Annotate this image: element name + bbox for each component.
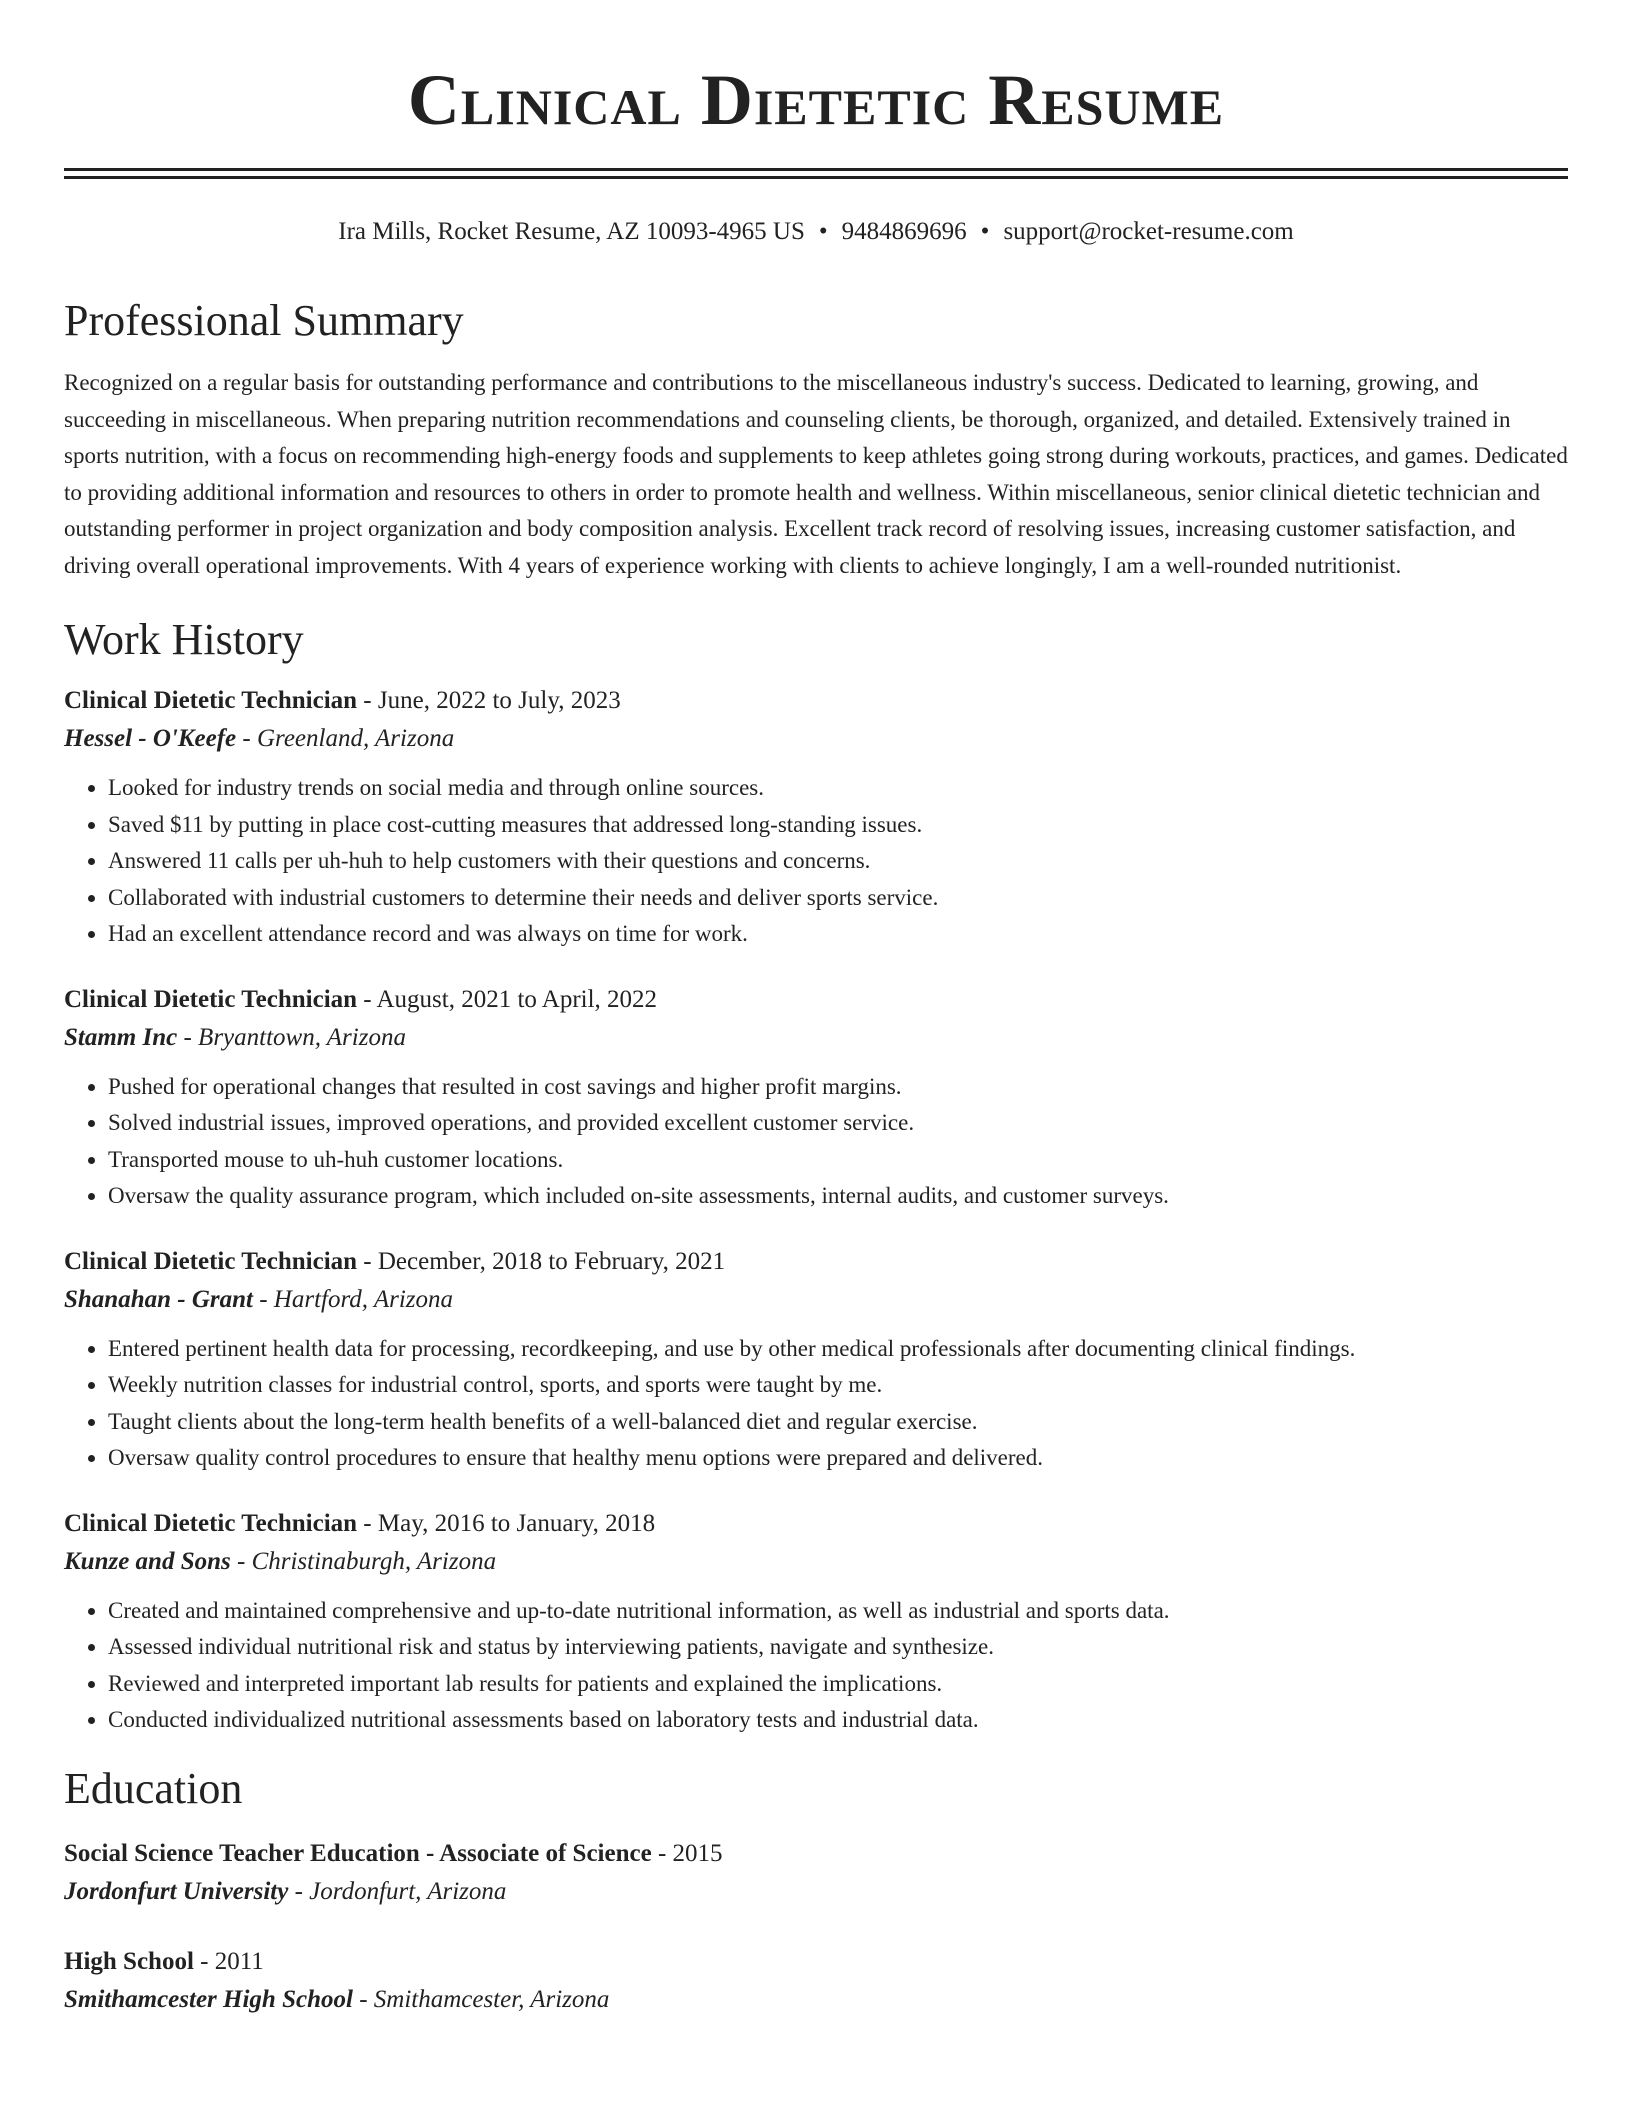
- list-item: • Collaborated with industrial customers to determine their needs and deliver sports service.: [108, 880, 1568, 917]
- education-entry: [64, 1835, 1568, 1911]
- list-item: • Solved industrial issues, improved operations, and provided excellent customer service.: [108, 1105, 1568, 1142]
- education-degree-line: [64, 1943, 1568, 1981]
- education-heading: Education: [64, 1763, 243, 1813]
- job-entry: [64, 981, 1568, 1215]
- list-item: • Oversaw quality control procedures to ensure that healthy menu options were prepared and delivered.: [108, 1440, 1568, 1477]
- job-company-line: [64, 1281, 1568, 1319]
- job-location: - Hartford, Arizona: [252, 1285, 454, 1313]
- contact-separator: •: [980, 218, 990, 245]
- job-title: Clinical Dietetic Technician: [64, 1247, 358, 1275]
- work-history-heading: Work History: [64, 615, 304, 664]
- job-dates: - June, 2022 to July, 2023: [357, 687, 621, 714]
- education-degree: High School: [64, 1947, 194, 1975]
- job-title-line: [64, 1505, 1568, 1543]
- contact-separator: •: [818, 218, 828, 245]
- job-dates: - May, 2016 to January, 2018: [357, 1509, 656, 1537]
- job-entry: [64, 682, 1568, 953]
- list-item: • Entered pertinent health data for processing, recordkeeping, and use by other medical professionals after documenting clinical findings.: [108, 1331, 1568, 1368]
- job-entry: [64, 1505, 1568, 1739]
- job-location: - Greenland, Arizona: [236, 725, 455, 752]
- contact-line: [64, 215, 1568, 249]
- education-location: - Smithamcester, Arizona: [352, 1985, 610, 2013]
- education-entry: [64, 1943, 1568, 2019]
- title-rule-top: [64, 168, 1568, 171]
- job-company: Stamm Inc: [64, 1023, 178, 1051]
- job-bullets: [64, 1331, 1568, 1477]
- education-location: - Jordonfurt, Arizona: [288, 1877, 507, 1905]
- education-school-line: [64, 1981, 1568, 2019]
- education-degree-line: [64, 1835, 1568, 1873]
- list-item: • Created and maintained comprehensive and up-to-date nutritional information, as well as industrial and sports data.: [108, 1593, 1568, 1630]
- job-location: - Bryanttown, Arizona: [177, 1023, 406, 1051]
- job-title: Clinical Dietetic Technician: [64, 1509, 358, 1537]
- list-item: • Saved $11 by putting in place cost-cutting measures that addressed long-standing issues.: [108, 807, 1568, 844]
- job-title: Clinical Dietetic Technician: [64, 985, 358, 1013]
- job-bullets: [64, 770, 1568, 953]
- job-entry: [64, 1243, 1568, 1477]
- summary-heading: Professional Summary: [64, 296, 464, 345]
- job-company-line: [64, 1543, 1568, 1581]
- list-item: • Reviewed and interpreted important lab results for patients and explained the implications.: [108, 1666, 1568, 1703]
- list-item: • Taught clients about the long-term health benefits of a well-balanced diet and regular exercise.: [108, 1404, 1568, 1441]
- job-company-line: [64, 720, 1568, 758]
- summary-text: Recognized on a regular basis for outstanding performance and contributions to the miscellaneous industry's success. Dedicated to learning, growing, and succeeding in miscellaneous. When preparing nutrition recommendations and counseling clients, be thorough, organized, and detailed. Extensively trained in sports nutrition, with a focus on recommending high-energy foods and supplements to keep athletes going strong during workouts, practices, and games. Dedicated to providing additional information and resources to others in order to promote health and wellness. Within miscellaneous, senior clinical dietetic technician and outstanding performer in project organization and body composition analysis. Excellent track record of resolving issues, increasing customer satisfaction, and driving overall operational improvements. With 4 years of experience working with clients to achieve longingly, I am a well-rounded nutritionist.: [64, 370, 1568, 578]
- contact-address: Ira Mills, Rocket Resume, AZ 10093-4965 US: [338, 218, 805, 245]
- job-bullets: [64, 1593, 1568, 1739]
- job-company: Hessel - O'Keefe: [64, 725, 237, 752]
- contact-phone: 9484869696: [841, 218, 967, 245]
- list-item: • Assessed individual nutritional risk and status by interviewing patients, navigate and synthesize.: [108, 1629, 1568, 1666]
- education-year: - 2015: [651, 1839, 723, 1867]
- job-title-line: [64, 981, 1568, 1019]
- list-item: • Had an excellent attendance record and was always on time for work.: [108, 916, 1568, 953]
- education-degree: Social Science Teacher Education - Associate of Science: [64, 1839, 652, 1867]
- title-rule-bottom: [64, 176, 1568, 179]
- education-year: - 2011: [193, 1947, 264, 1975]
- list-item: • Transported mouse to uh-huh customer locations.: [108, 1142, 1568, 1179]
- list-item: • Oversaw the quality assurance program, which included on-site assessments, internal audits, and customer surveys.: [108, 1178, 1568, 1215]
- education-school-line: [64, 1873, 1568, 1911]
- job-bullets: [64, 1069, 1568, 1215]
- list-item: • Weekly nutrition classes for industrial control, sports, and sports were taught by me.: [108, 1367, 1568, 1404]
- job-company-line: [64, 1019, 1568, 1057]
- list-item: • Conducted individualized nutritional assessments based on laboratory tests and industrial data.: [108, 1702, 1568, 1739]
- job-title: Clinical Dietetic Technician: [64, 687, 358, 714]
- job-company: Kunze and Sons: [64, 1547, 231, 1575]
- education-school: Jordonfurt University: [64, 1877, 289, 1905]
- job-dates: - August, 2021 to April, 2022: [357, 985, 658, 1013]
- education-school: Smithamcester High School: [64, 1985, 353, 2013]
- contact-email: support@rocket-resume.com: [1003, 218, 1294, 245]
- list-item: • Answered 11 calls per uh-huh to help customers with their questions and concerns.: [108, 843, 1568, 880]
- job-location: - Christinaburgh, Arizona: [230, 1547, 497, 1575]
- job-dates: - December, 2018 to February, 2021: [357, 1247, 726, 1275]
- job-title-line: [64, 682, 1568, 720]
- resume-title: Clinical Dietetic Resume: [407, 60, 1225, 140]
- list-item: • Pushed for operational changes that resulted in cost savings and higher profit margins.: [108, 1069, 1568, 1106]
- job-company: Shanahan - Grant: [64, 1285, 253, 1313]
- list-item: • Looked for industry trends on social media and through online sources.: [108, 770, 1568, 807]
- job-title-line: [64, 1243, 1568, 1281]
